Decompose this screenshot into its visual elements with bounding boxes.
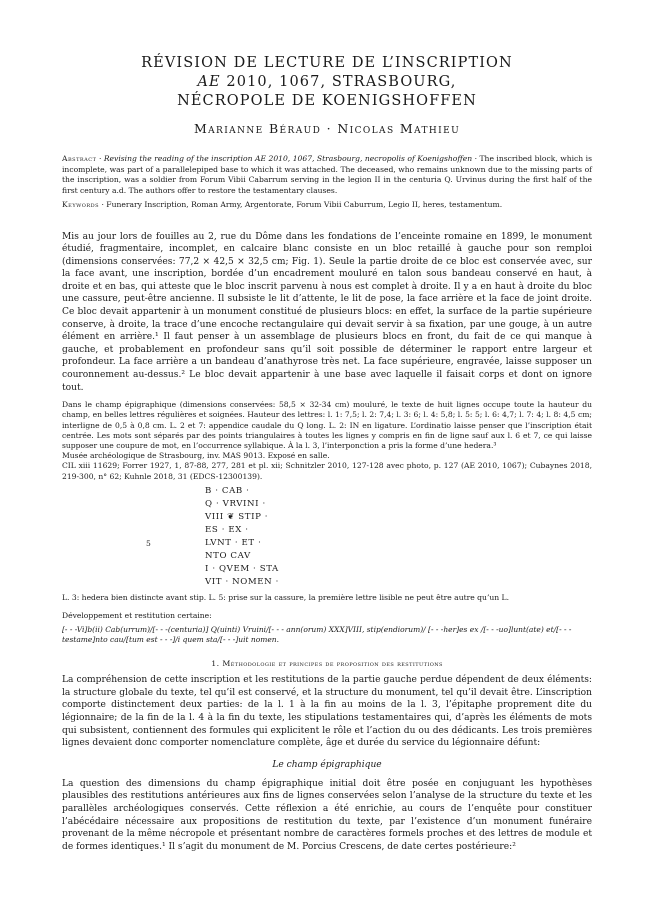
- line-number-5: 5: [146, 538, 151, 548]
- inscription-text: [62, 486, 592, 590]
- abstract-text: · The inscribed block, which is incomplete, was part of a parallelepiped base to which it was attached. The deceased, who remains unknown due to the missing parts of the inscription, was a soldier from Forum Vibii Cabarrum serving in the legion II in the centuria Q. Urvinus during the first half of the first century a.d. The authors offer to restore the testamentary clauses.: [62, 154, 592, 195]
- keywords-label: Keywords: [62, 200, 100, 209]
- title-line-2: [62, 73, 592, 92]
- paragraph-field: La question des dimensions du champ épigraphique initial doit être posée en conjuguant les hypothèses plausibles des restitutions antérieures aux fins de lignes conservées selon l’analyse de la structure du texte et les parallèles archéologiques conservés. Cette réflexion a été enrichie, au cours de l’enquête pour constituer l’abécédaire nécessaire aux propositions de restitution du texte, par l’existence d’un monument funéraire provenant de la même nécropole et présentant nombre de caractères formels proches et des lettres de module et de formes identiques.¹ Il s’agit du monument de M. Porcius Crescens, de date certes postérieure:²: [62, 778, 592, 852]
- paragraph-intro: Mis au jour lors de fouilles au 2, rue du Dôme dans les fondations de l’enceinte romaine en 1899, le monument étudié, fragmentaire, incomplet, en calcaire blanc consiste en un bloc retaillé à gauche pour son remploi (dimensions conservées: 77,2 × 42,5 × 32,5 cm; Fig. 1). Seule la partie droite de ce bloc est conservée avec, sur la face avant, une inscription, bordée d’un encadrement mouluré en talon sous bandeau conservé en haut, à droite et en bas, qui atteste que le bloc inscrit parvenu à nous est complet à droite. Il y a en haut à droite du bloc une cassure, peut-être ancienne. Il subsiste le lit d’attente, le lit de pose, la face arrière et la face de joint droite. Ce bloc devait appartenir à un monument constitué de plusieurs blocs: en effet, la surface de la partie supérieure conserve, à droite, la trace d’une encoche rectangulaire qui devait servir à sa fixation, par une gouge, à un autre élément en arrière.¹ Il faut penser à un assemblage de plusieurs blocs en front, du fait de ce qui manque à gauche, et probablement en profondeur sans qu’il soit possible de déterminer le rapport entre largeur et profondeur. La face arrière a un bandeau d’anathyrose très net. La face supérieure, engravée, laisse supposer un couronnement au-dessus.² Le bloc devait appartenir à une base avec laquelle il faisait corps et dont on ignore tout.: [62, 231, 592, 393]
- abstract: [62, 154, 592, 196]
- section-heading: 1. Méthodologie et principes de proposition des restitutions: [211, 659, 443, 669]
- title-line-2-rest: 2010, 1067, STRASBOURG,: [220, 74, 457, 90]
- inscription-line-4: ES · EX ·: [205, 524, 249, 535]
- inscription-line-5: LVNT · ET ·: [205, 537, 262, 548]
- inscription-line-7: I · QVEM · STA: [205, 563, 279, 574]
- inscription-line-3: VIII ❦ STIP ·: [205, 511, 269, 522]
- inscription-line-6: NTO CAV: [205, 550, 251, 561]
- references: CIL xiii 11629; Forrer 1927, 1, 87-88, 277, 281 et pl. xii; Schnitzler 2010, 127-128 avec photo, p. 127 (AE 2010, 1067); Cubaynes 2018, 219-300, n° 62; Kuhnle 2018, 31 (EDCS-12300139).: [62, 461, 592, 481]
- inscription-line-1: B · CAB ·: [205, 485, 250, 496]
- article-title: [62, 54, 592, 111]
- abstract-separator: ·: [96, 154, 104, 163]
- development-label: Développement et restitution certaine:: [62, 611, 212, 621]
- title-ae-italic: AE: [197, 74, 221, 90]
- article-page: [62, 0, 592, 853]
- abstract-title: Revising the reading of the inscription AE 2010, 1067, Strasbourg, necropolis of Koenigshoffen: [103, 154, 473, 163]
- title-line-3: NÉCROPOLE DE KOENIGSHOFFEN: [177, 93, 477, 109]
- abstract-label: Abstract: [62, 154, 97, 163]
- restitution-text: [- - -Vi]b(ii) Cab(urrum)/[- - -(centuria)] Q(uinti) Vruini/[- - - ann(orum) XXX]VIII, stip(endiorum)/ [- - -her]es ex /[- - -uo]lunt(ate) et/[- - - testame]nto cau/[tum est - - -]/i quem sta/[- - -]uit nomen.: [62, 625, 572, 645]
- keywords-text: · Funerary Inscription, Roman Army, Argentorate, Forum Vibii Caburrum, Legio II, heres, testamentum.: [99, 200, 503, 209]
- title-line-1: RÉVISION DE LECTURE DE L’INSCRIPTION: [141, 55, 513, 71]
- inscription-description: Dans le champ épigraphique (dimensions conservées: 58,5 × 32-34 cm) mouluré, le texte de huit lignes occupe toute la hauteur du champ, en belles lettres régulières et soignées. Hauteur des lettres: l. 1: 7,5; l. 2: 7,4; l. 3: 6; l. 4: 5,8; l. 5: 5; l. 6: 4,7; l. 7: 4; l. 8: 4,5 cm; interligne de 0,5 à 0,8 cm. L. 2 et 7: appendice caudale du Q long. L. 2: IN en ligature. L’ordinatio laisse penser que l’inscription était centrée. Les mots sont séparés par des points triangulaires à toutes les lignes y compris en fin de ligne sauf aux l. 6 et 7, ce qui laisse supposer une coupure de mot, en l’occurrence syllabique. À la l. 3, l’interponction a pris la forme d’une hedera.³: [62, 400, 592, 451]
- inscription-line-2: Q · VRVINI ·: [205, 498, 266, 509]
- inscription-line-8: VIT · NOMEN ·: [205, 576, 279, 587]
- epigraphic-notes: L. 3: hedera bien distincte avant stip. L. 5: prise sur la cassure, la première lettre lisible ne peut être autre qu’un L.: [62, 592, 510, 602]
- paragraph-method: La compréhension de cette inscription et les restitutions de la partie gauche perdue dépendent de deux éléments: la structure globale du texte, tel qu’il est conservé, et la structure du monument, tel qu’il devait être. L’inscription comporte distinctement deux parties: de la l. 1 à la fin au moins de la l. 3, l’épitaphe proprement dite du légionnaire; de la fin de la l. 4 à la fin du texte, les stipulations testamentaires qui, d’après les éléments de mots qui subsistent, contiennent des formules qui explicitent le rôle et l’action du ou des dédicants. Les trois premières lignes devaient donc comporter nomenclature complète, âge et durée du service du légionnaire défunt:: [62, 675, 592, 749]
- subheading: Le champ épigraphique: [272, 759, 382, 770]
- keywords: [62, 200, 592, 211]
- museum-line: Musée archéologique de Strasbourg, inv. MAS 9013. Exposé en salle.: [62, 451, 330, 461]
- authors: Marianne Béraud · Nicolas Mathieu: [193, 121, 461, 136]
